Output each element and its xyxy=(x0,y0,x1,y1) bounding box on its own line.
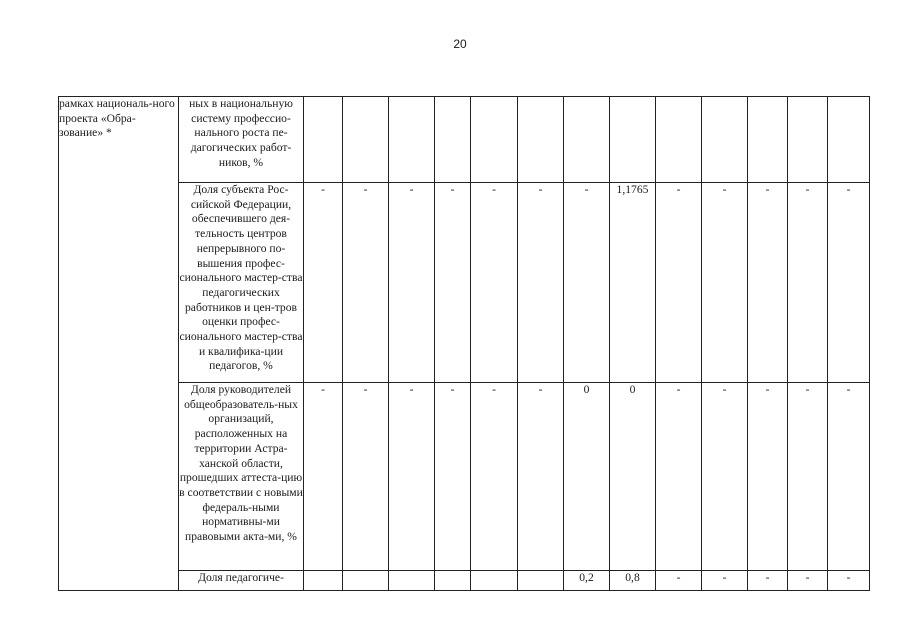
value-cell xyxy=(564,97,610,183)
indicator-cell: Доля субъекта Рос-сийской Федерации, обеспечившего дея-тельность центров непрерывного по-вышения профес-сионального мастер-ства педагогических работников и цен-тров оценки профес-сионального мастер-ства и квалифика-ции педагогов, % xyxy=(179,183,304,383)
table-row xyxy=(59,571,870,591)
value-cell: - xyxy=(435,183,471,383)
value-cell xyxy=(828,97,870,183)
value-cell: - xyxy=(702,183,748,383)
value-cell: - xyxy=(518,183,564,383)
table-row xyxy=(59,383,870,571)
value-cell: - xyxy=(435,383,471,571)
value-cell: - xyxy=(702,383,748,571)
value-cell xyxy=(389,571,435,591)
value-cell: - xyxy=(304,383,343,571)
value-cell: - xyxy=(564,183,610,383)
value-cell: 0,2 xyxy=(564,571,610,591)
value-cell xyxy=(656,97,702,183)
value-cell: - xyxy=(788,383,828,571)
value-cell: - xyxy=(828,571,870,591)
value-cell: 0 xyxy=(610,383,656,571)
value-cell xyxy=(471,571,518,591)
value-cell xyxy=(304,97,343,183)
value-cell: 0 xyxy=(564,383,610,571)
value-cell: - xyxy=(304,183,343,383)
row-group-label: рамках националь-ного проекта «Обра-зование» * xyxy=(59,97,179,591)
value-cell: - xyxy=(828,183,870,383)
value-cell: - xyxy=(748,383,788,571)
value-cell xyxy=(343,571,389,591)
indicators-table xyxy=(58,96,870,591)
value-cell: - xyxy=(702,571,748,591)
value-cell xyxy=(748,97,788,183)
value-cell xyxy=(610,97,656,183)
value-cell: - xyxy=(656,383,702,571)
value-cell xyxy=(435,571,471,591)
value-cell xyxy=(389,97,435,183)
value-cell xyxy=(343,97,389,183)
indicator-cell: Доля педагогиче- xyxy=(179,571,304,591)
value-cell xyxy=(435,97,471,183)
page-number: 20 xyxy=(453,37,467,51)
value-cell: 1,1765 xyxy=(610,183,656,383)
table-row xyxy=(59,97,870,183)
indicator-cell: Доля руководителей общеобразователь-ных организаций, расположенных на территории Астра-ханской области, прошедших аттеста-цию в соответствии с новыми федераль-ными нормативны-ми правовыми акта-ми, % xyxy=(179,383,304,571)
value-cell: - xyxy=(828,383,870,571)
indicator-cell: ных в национальную систему профессио-нального роста пе-дагогических работ-ников, % xyxy=(179,97,304,183)
value-cell: - xyxy=(656,571,702,591)
value-cell xyxy=(702,97,748,183)
value-cell xyxy=(788,97,828,183)
value-cell: - xyxy=(748,571,788,591)
value-cell: - xyxy=(389,183,435,383)
value-cell: - xyxy=(788,571,828,591)
value-cell: 0,8 xyxy=(610,571,656,591)
value-cell: - xyxy=(788,183,828,383)
table-row xyxy=(59,183,870,383)
value-cell: - xyxy=(343,383,389,571)
value-cell xyxy=(518,571,564,591)
value-cell: - xyxy=(471,383,518,571)
value-cell: - xyxy=(471,183,518,383)
value-cell: - xyxy=(518,383,564,571)
value-cell: - xyxy=(343,183,389,383)
value-cell xyxy=(518,97,564,183)
value-cell xyxy=(304,571,343,591)
value-cell xyxy=(471,97,518,183)
value-cell: - xyxy=(389,383,435,571)
value-cell: - xyxy=(748,183,788,383)
value-cell: - xyxy=(656,183,702,383)
